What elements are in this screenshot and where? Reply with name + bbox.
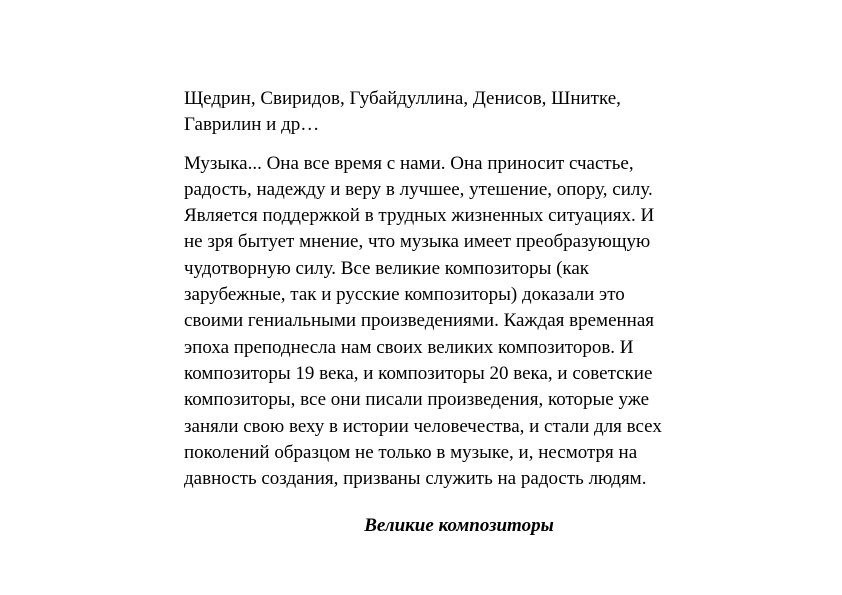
paragraph-music: [184, 151, 744, 493]
text-line: композиторы, все они писали произведения, которые уже: [184, 389, 650, 411]
text-line: Гаврилин и др…: [184, 114, 320, 136]
text-line: Является поддержкой в трудных жизненных ситуациях. И: [184, 205, 655, 227]
text-line: Музыка... Она все время с нами. Она приносит счастье,: [184, 152, 634, 174]
text-line: зарубежные, так и русские композиторы) доказали это: [184, 284, 625, 306]
paragraph-spacer: [184, 139, 744, 151]
text-line: не зря бытует мнение, что музыка имеет преобразующую: [184, 231, 651, 253]
body-text: [184, 86, 744, 492]
text-line: поколений образцом не только в музыке, и, несмотря на: [184, 441, 638, 463]
text-line: композиторы 19 века, и композиторы 20 века, и советские: [184, 362, 653, 384]
text-line: радость, надежду и веру в лучшее, утешение, опору, силу.: [184, 178, 653, 200]
text-line: чудотворную силу. Все великие композиторы (как: [184, 257, 590, 279]
section-heading: Великие композиторы: [364, 515, 554, 536]
text-line: своими гениальными произведениями. Каждая временная: [184, 310, 655, 332]
text-line: заняли свою веху в истории человечества, и стали для всех: [184, 415, 662, 437]
text-line: Щедрин, Свиридов, Губайдуллина, Денисов, Шнитке,: [184, 88, 621, 109]
text-line: давность создания, призваны служить на радость людям.: [184, 468, 647, 490]
text-line: эпоха преподнесла нам своих великих композиторов. И: [184, 336, 634, 358]
paragraph-composers-list: [184, 86, 744, 139]
